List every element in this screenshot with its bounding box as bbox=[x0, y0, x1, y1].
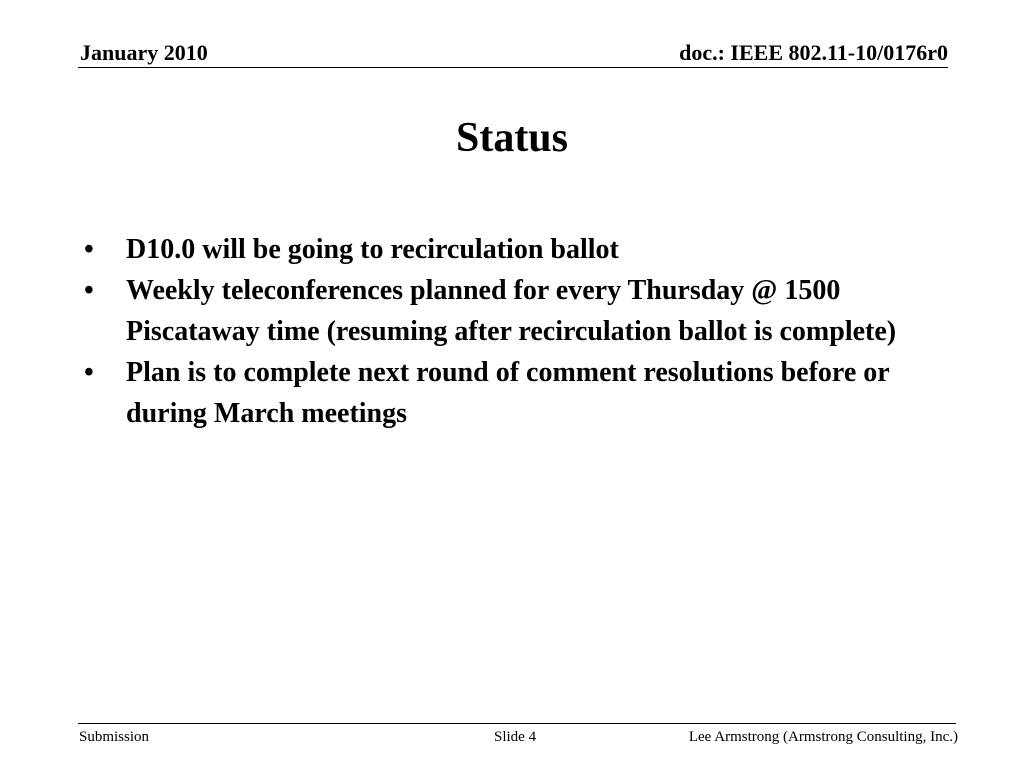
slide-title: Status bbox=[455, 115, 569, 161]
header-date: January 2010 bbox=[80, 40, 208, 65]
footer-author: Lee Armstrong (Armstrong Consulting, Inc.) bbox=[688, 729, 958, 745]
bullet-list bbox=[84, 229, 934, 434]
bullet-marker: • bbox=[84, 275, 94, 306]
bullet-item bbox=[84, 270, 934, 352]
bullet-item bbox=[84, 352, 934, 434]
bullet-text: D10.0 will be going to recirculation ballot bbox=[126, 234, 619, 265]
bullet-text: Plan is to complete next round of comment resolutions before or during March meetings bbox=[126, 357, 890, 429]
footer-submission: Submission bbox=[79, 729, 150, 745]
header-doc-id: doc.: IEEE 802.11-10/0176r0 bbox=[679, 40, 948, 65]
bullet-text: Weekly teleconferences planned for every Thursday @ 1500 Piscataway time (resuming after recirculation ballot is complete) bbox=[126, 275, 897, 347]
bullet-marker: • bbox=[84, 357, 94, 388]
bullet-marker: • bbox=[84, 234, 94, 265]
footer-divider bbox=[78, 723, 956, 724]
bullet-item bbox=[84, 229, 934, 270]
header-divider bbox=[78, 67, 948, 68]
footer-slide-number: Slide 4 bbox=[494, 729, 537, 745]
